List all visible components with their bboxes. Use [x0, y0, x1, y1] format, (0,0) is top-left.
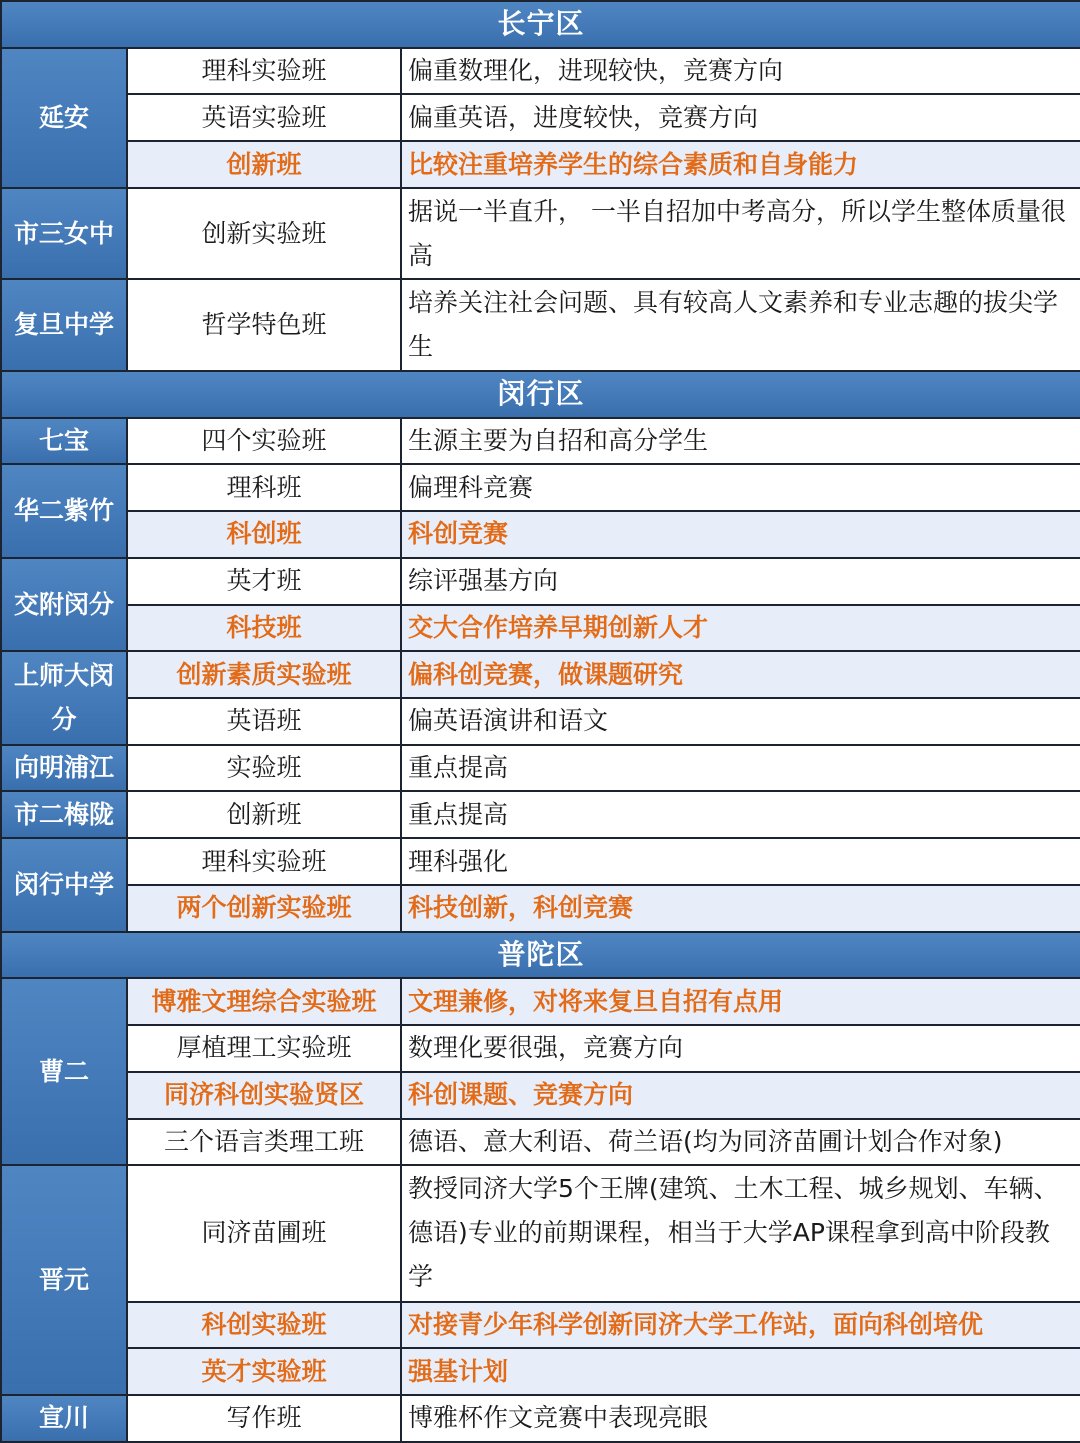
class-name-cell: 科创班 [127, 511, 401, 558]
class-name-cell: 英才班 [127, 558, 401, 605]
description-cell: 偏理科竞赛 [401, 464, 1080, 511]
school-name-cell: 闵行中学 [1, 838, 127, 931]
description-cell: 生源主要为自招和高分学生 [401, 418, 1080, 465]
description-cell: 数理化要很强，竞赛方向 [401, 1025, 1080, 1072]
table-row [1, 745, 1080, 792]
table-row [1, 48, 1080, 95]
description-cell: 偏科创竞赛，做课题研究 [401, 651, 1080, 698]
class-name-cell: 同济科创实验贤区 [127, 1072, 401, 1119]
class-name-cell: 三个语言类理工班 [127, 1119, 401, 1166]
district-header: 闵行区 [1, 371, 1080, 418]
school-name-cell: 上师大闵分 [1, 651, 127, 744]
description-cell: 德语、意大利语、荷兰语(均为同济苗圃计划合作对象) [401, 1119, 1080, 1166]
table-row [1, 1072, 1080, 1119]
table-row [1, 1165, 1080, 1301]
table-row [1, 1302, 1080, 1349]
description-cell: 交大合作培养早期创新人才 [401, 605, 1080, 652]
table-row [1, 1119, 1080, 1166]
table-row [1, 791, 1080, 838]
table-row [1, 511, 1080, 558]
school-name-cell: 延安 [1, 48, 127, 188]
table-row [1, 464, 1080, 511]
table-row [1, 605, 1080, 652]
class-name-cell: 博雅文理综合实验班 [127, 978, 401, 1025]
class-name-cell: 厚植理工实验班 [127, 1025, 401, 1072]
description-cell: 比较注重培养学生的综合素质和自身能力 [401, 141, 1080, 188]
table-row [1, 188, 1080, 279]
class-name-cell: 两个创新实验班 [127, 885, 401, 932]
school-name-cell: 交附闵分 [1, 558, 127, 651]
class-name-cell: 英才实验班 [127, 1348, 401, 1395]
description-cell: 培养关注社会问题、具有较高人文素养和专业志趣的拔尖学生 [401, 279, 1080, 370]
description-cell: 偏重数理化，进现较快，竞赛方向 [401, 48, 1080, 95]
school-name-cell: 华二紫竹 [1, 464, 127, 557]
table-row [1, 94, 1080, 141]
class-name-cell: 理科实验班 [127, 48, 401, 95]
description-cell: 理科强化 [401, 838, 1080, 885]
class-name-cell: 创新班 [127, 141, 401, 188]
table-row [1, 1348, 1080, 1395]
description-cell: 据说一半直升， 一半自招加中考高分，所以学生整体质量很高 [401, 188, 1080, 279]
school-name-cell: 市二梅陇 [1, 791, 127, 838]
class-name-cell: 科技班 [127, 605, 401, 652]
table-row [1, 279, 1080, 370]
district-header: 普陀区 [1, 932, 1080, 979]
table-row [1, 885, 1080, 932]
description-cell: 综评强基方向 [401, 558, 1080, 605]
class-name-cell: 英语班 [127, 698, 401, 745]
table-row [1, 1025, 1080, 1072]
description-cell: 科创竞赛 [401, 511, 1080, 558]
district-header-row [1, 371, 1080, 418]
school-name-cell: 向明浦江 [1, 745, 127, 792]
class-name-cell: 创新实验班 [127, 188, 401, 279]
description-cell: 科创课题、竞赛方向 [401, 1072, 1080, 1119]
table-row [1, 698, 1080, 745]
class-name-cell: 实验班 [127, 745, 401, 792]
class-name-cell: 科创实验班 [127, 1302, 401, 1349]
description-cell: 重点提高 [401, 791, 1080, 838]
description-cell: 偏重英语，进度较快，竞赛方向 [401, 94, 1080, 141]
class-name-cell: 理科实验班 [127, 838, 401, 885]
description-cell: 偏英语演讲和语文 [401, 698, 1080, 745]
description-cell: 重点提高 [401, 745, 1080, 792]
description-cell: 科技创新，科创竞赛 [401, 885, 1080, 932]
class-name-cell: 写作班 [127, 1395, 401, 1442]
school-name-cell: 曹二 [1, 978, 127, 1165]
class-name-cell: 创新班 [127, 791, 401, 838]
table-row [1, 651, 1080, 698]
school-name-cell: 七宝 [1, 418, 127, 465]
table-row [1, 418, 1080, 465]
description-cell: 强基计划 [401, 1348, 1080, 1395]
class-name-cell: 哲学特色班 [127, 279, 401, 370]
class-name-cell: 创新素质实验班 [127, 651, 401, 698]
class-name-cell: 英语实验班 [127, 94, 401, 141]
class-name-cell: 四个实验班 [127, 418, 401, 465]
table-row [1, 978, 1080, 1025]
description-cell: 对接青少年科学创新同济大学工作站，面向科创培优 [401, 1302, 1080, 1349]
table-row [1, 838, 1080, 885]
district-header-row [1, 1, 1080, 48]
description-cell: 博雅杯作文竞赛中表现亮眼 [401, 1395, 1080, 1442]
school-name-cell: 晋元 [1, 1165, 127, 1395]
class-name-cell: 同济苗圃班 [127, 1165, 401, 1301]
description-cell: 教授同济大学5个王牌(建筑、土木工程、城乡规划、车辆、德语)专业的前期课程，相当于大学AP课程拿到高中阶段教学 [401, 1165, 1080, 1301]
district-header: 长宁区 [1, 1, 1080, 48]
school-name-cell: 市三女中 [1, 188, 127, 279]
district-header-row [1, 932, 1080, 979]
description-cell: 文理兼修，对将来复旦自招有点用 [401, 978, 1080, 1025]
table-row [1, 1395, 1080, 1442]
table-row [1, 558, 1080, 605]
table-body [1, 1, 1080, 1442]
class-name-cell: 理科班 [127, 464, 401, 511]
table-row [1, 141, 1080, 188]
school-name-cell: 复旦中学 [1, 279, 127, 370]
school-name-cell: 宣川 [1, 1395, 127, 1442]
